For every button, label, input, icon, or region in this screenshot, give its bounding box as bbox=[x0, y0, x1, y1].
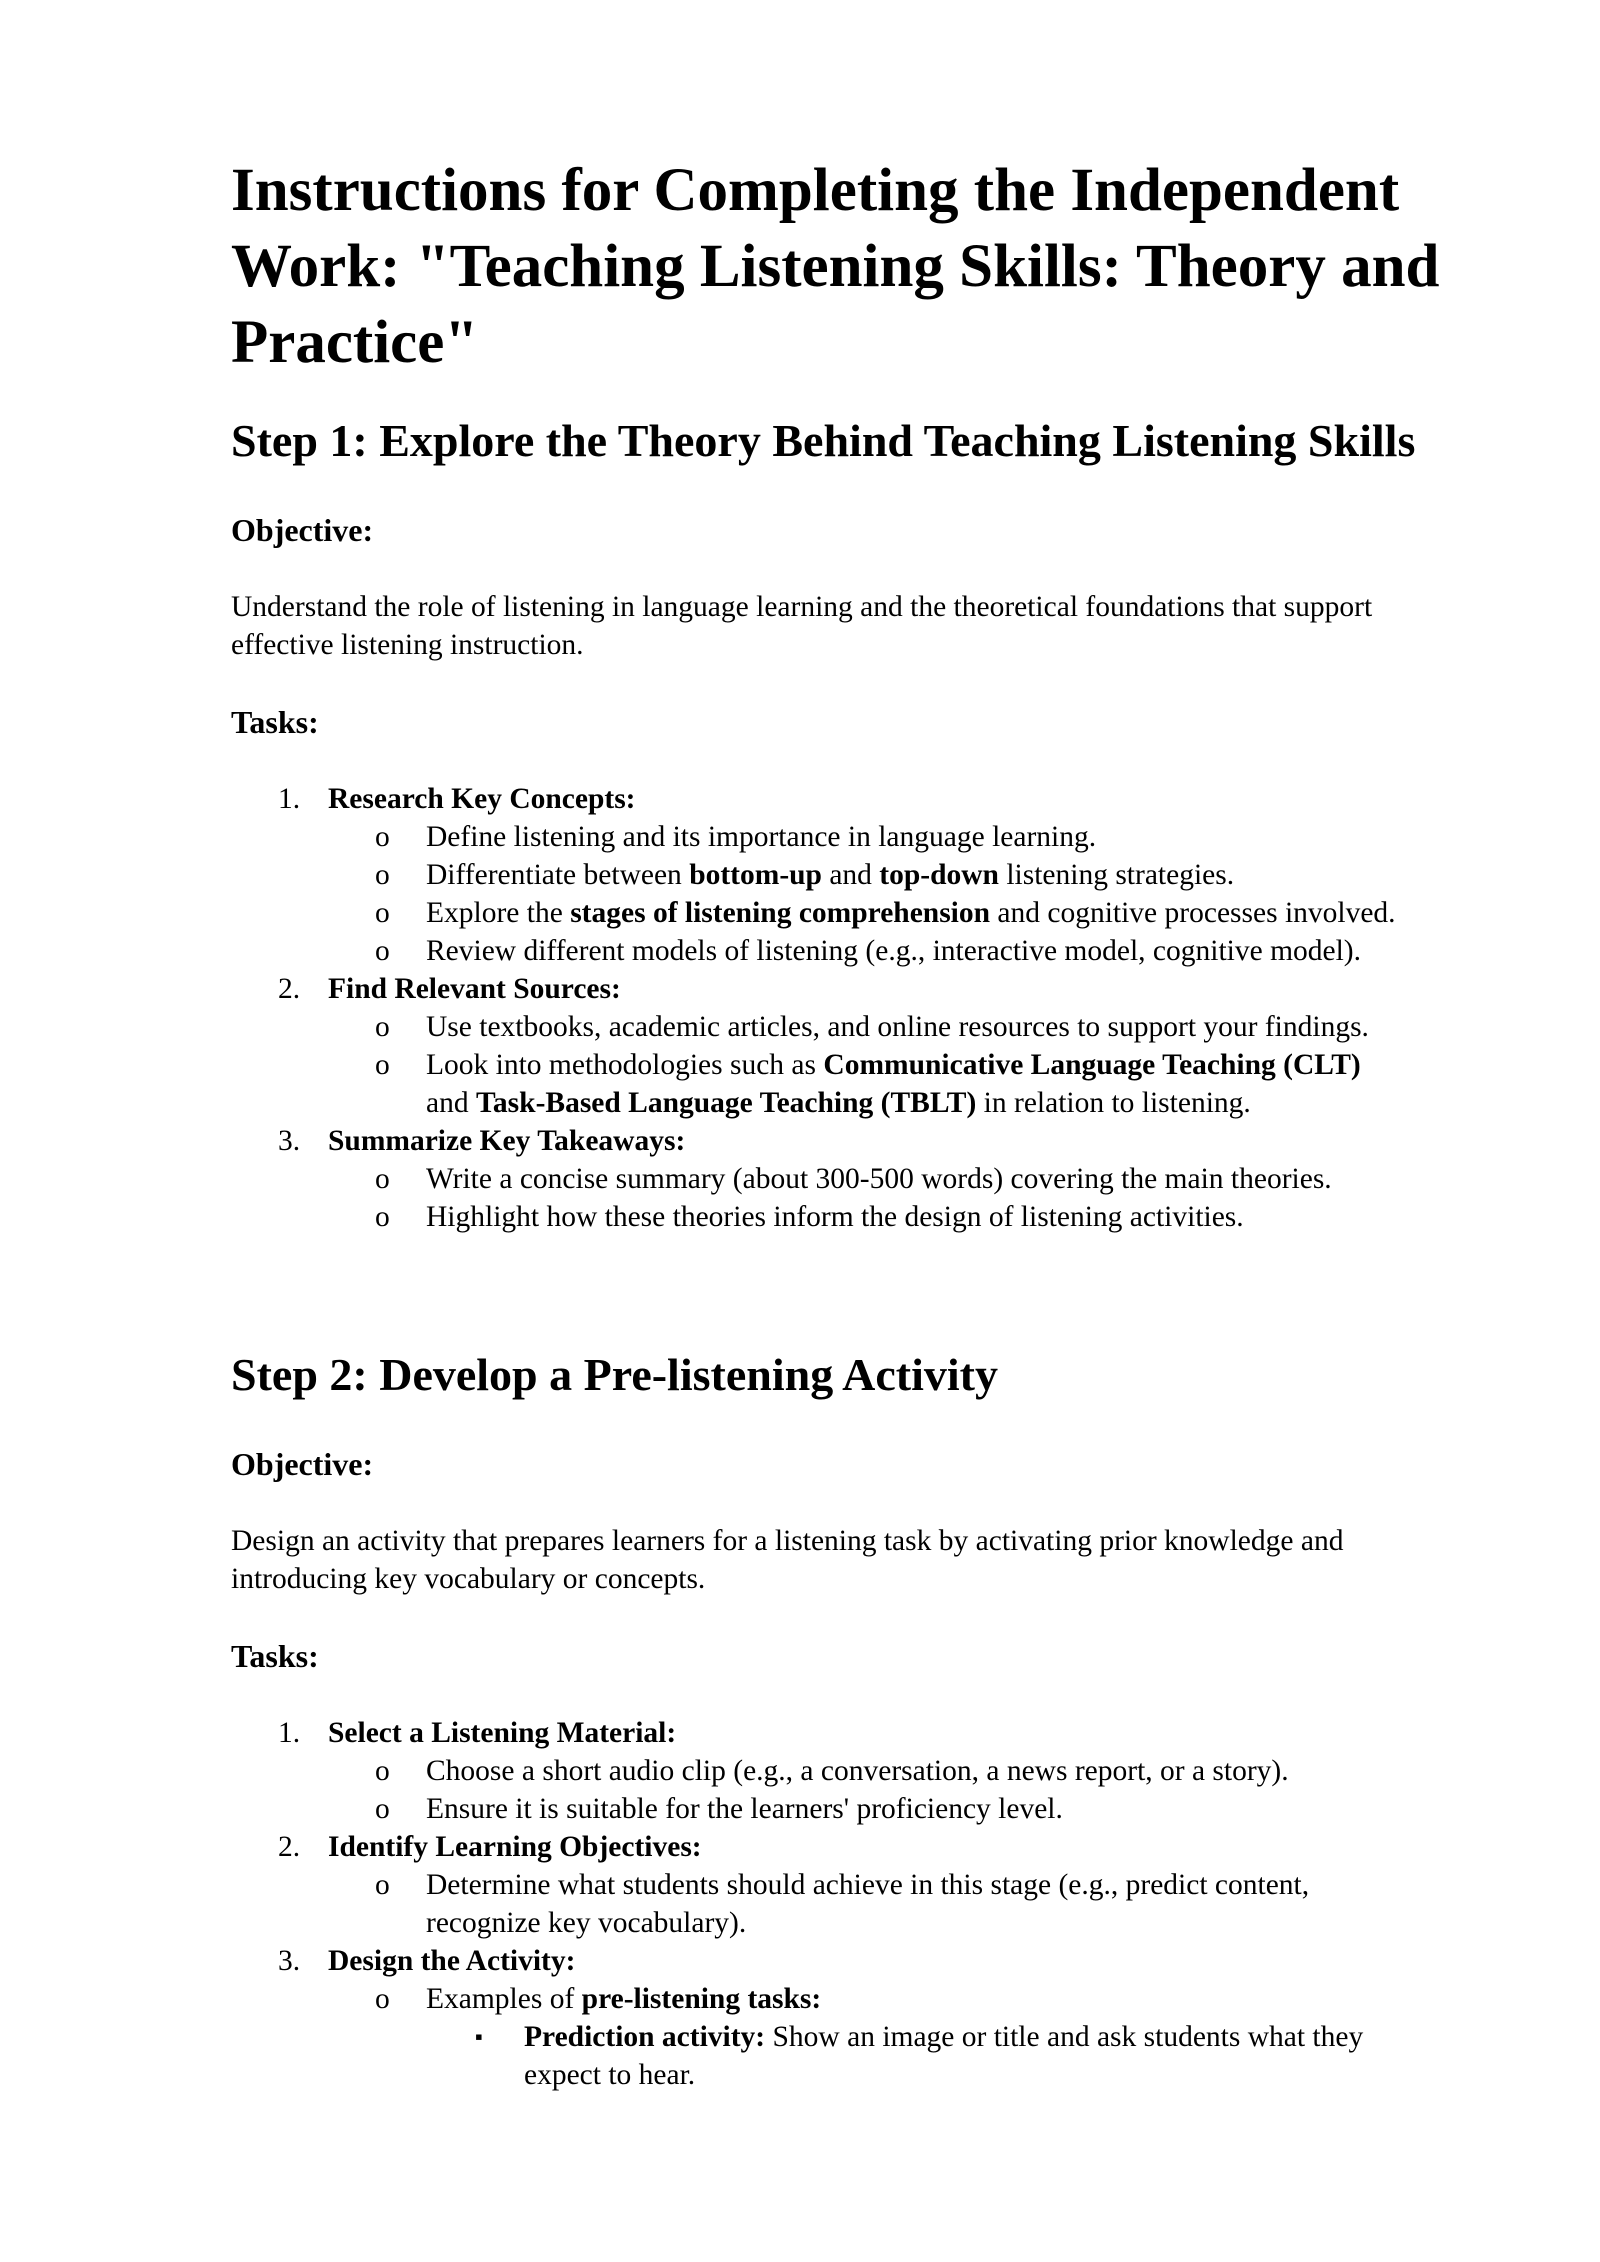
task-label: Find Relevant Sources: bbox=[328, 973, 621, 1005]
circle-bullet-icon: o bbox=[375, 1201, 390, 1233]
list-number: 1. bbox=[278, 1717, 301, 1749]
circle-bullet-icon: o bbox=[375, 1755, 390, 1787]
task-label: Select a Listening Material: bbox=[328, 1717, 677, 1749]
list-number: 1. bbox=[278, 783, 301, 815]
task-label: Design the Activity: bbox=[328, 1945, 576, 1977]
circle-bullet-icon: o bbox=[375, 1793, 390, 1825]
circle-bullet-icon: o bbox=[375, 1983, 390, 2015]
circle-bullet-icon: o bbox=[375, 821, 390, 853]
step2-objective-text-line2: introducing key vocabulary or concepts. bbox=[231, 1563, 706, 1595]
task-label: Identify Learning Objectives: bbox=[328, 1831, 702, 1863]
circle-bullet-icon: o bbox=[375, 897, 390, 929]
step2-tasks-heading: Tasks: bbox=[231, 1638, 319, 1674]
step1-objective-heading: Objective: bbox=[231, 512, 374, 548]
square-bullet-icon: ▪ bbox=[475, 2024, 483, 2049]
step2-objective-text-line1: Design an activity that prepares learners for a listening task by activating prior knowledge and bbox=[231, 1525, 1344, 1557]
step1-objective-text-line1: Understand the role of listening in language learning and the theoretical foundations that support bbox=[231, 591, 1373, 623]
list-number: 2. bbox=[278, 1831, 301, 1863]
circle-bullet-icon: o bbox=[375, 1011, 390, 1043]
document-title: Instructions for Completing the Independent Work: "Teaching Listening Skills: Theory and Practice" bbox=[231, 157, 1440, 376]
step1-heading: Step 1: Explore the Theory Behind Teaching Listening Skills bbox=[231, 415, 1416, 466]
list-number: 2. bbox=[278, 973, 301, 1005]
circle-bullet-icon: o bbox=[375, 1869, 390, 1901]
step1-tasks-heading: Tasks: bbox=[231, 704, 319, 740]
circle-bullet-icon: o bbox=[375, 935, 390, 967]
task-label: Summarize Key Takeaways: bbox=[328, 1125, 686, 1157]
step2-objective-heading: Objective: bbox=[231, 1446, 374, 1482]
step2-heading: Step 2: Develop a Pre-listening Activity bbox=[231, 1349, 998, 1400]
circle-bullet-icon: o bbox=[375, 1163, 390, 1195]
list-number: 3. bbox=[278, 1945, 301, 1977]
circle-bullet-icon: o bbox=[375, 1049, 390, 1081]
circle-bullet-icon: o bbox=[375, 859, 390, 891]
list-number: 3. bbox=[278, 1125, 301, 1157]
task-label: Research Key Concepts: bbox=[328, 783, 636, 815]
step1-objective-text-line2: effective listening instruction. bbox=[231, 629, 584, 661]
